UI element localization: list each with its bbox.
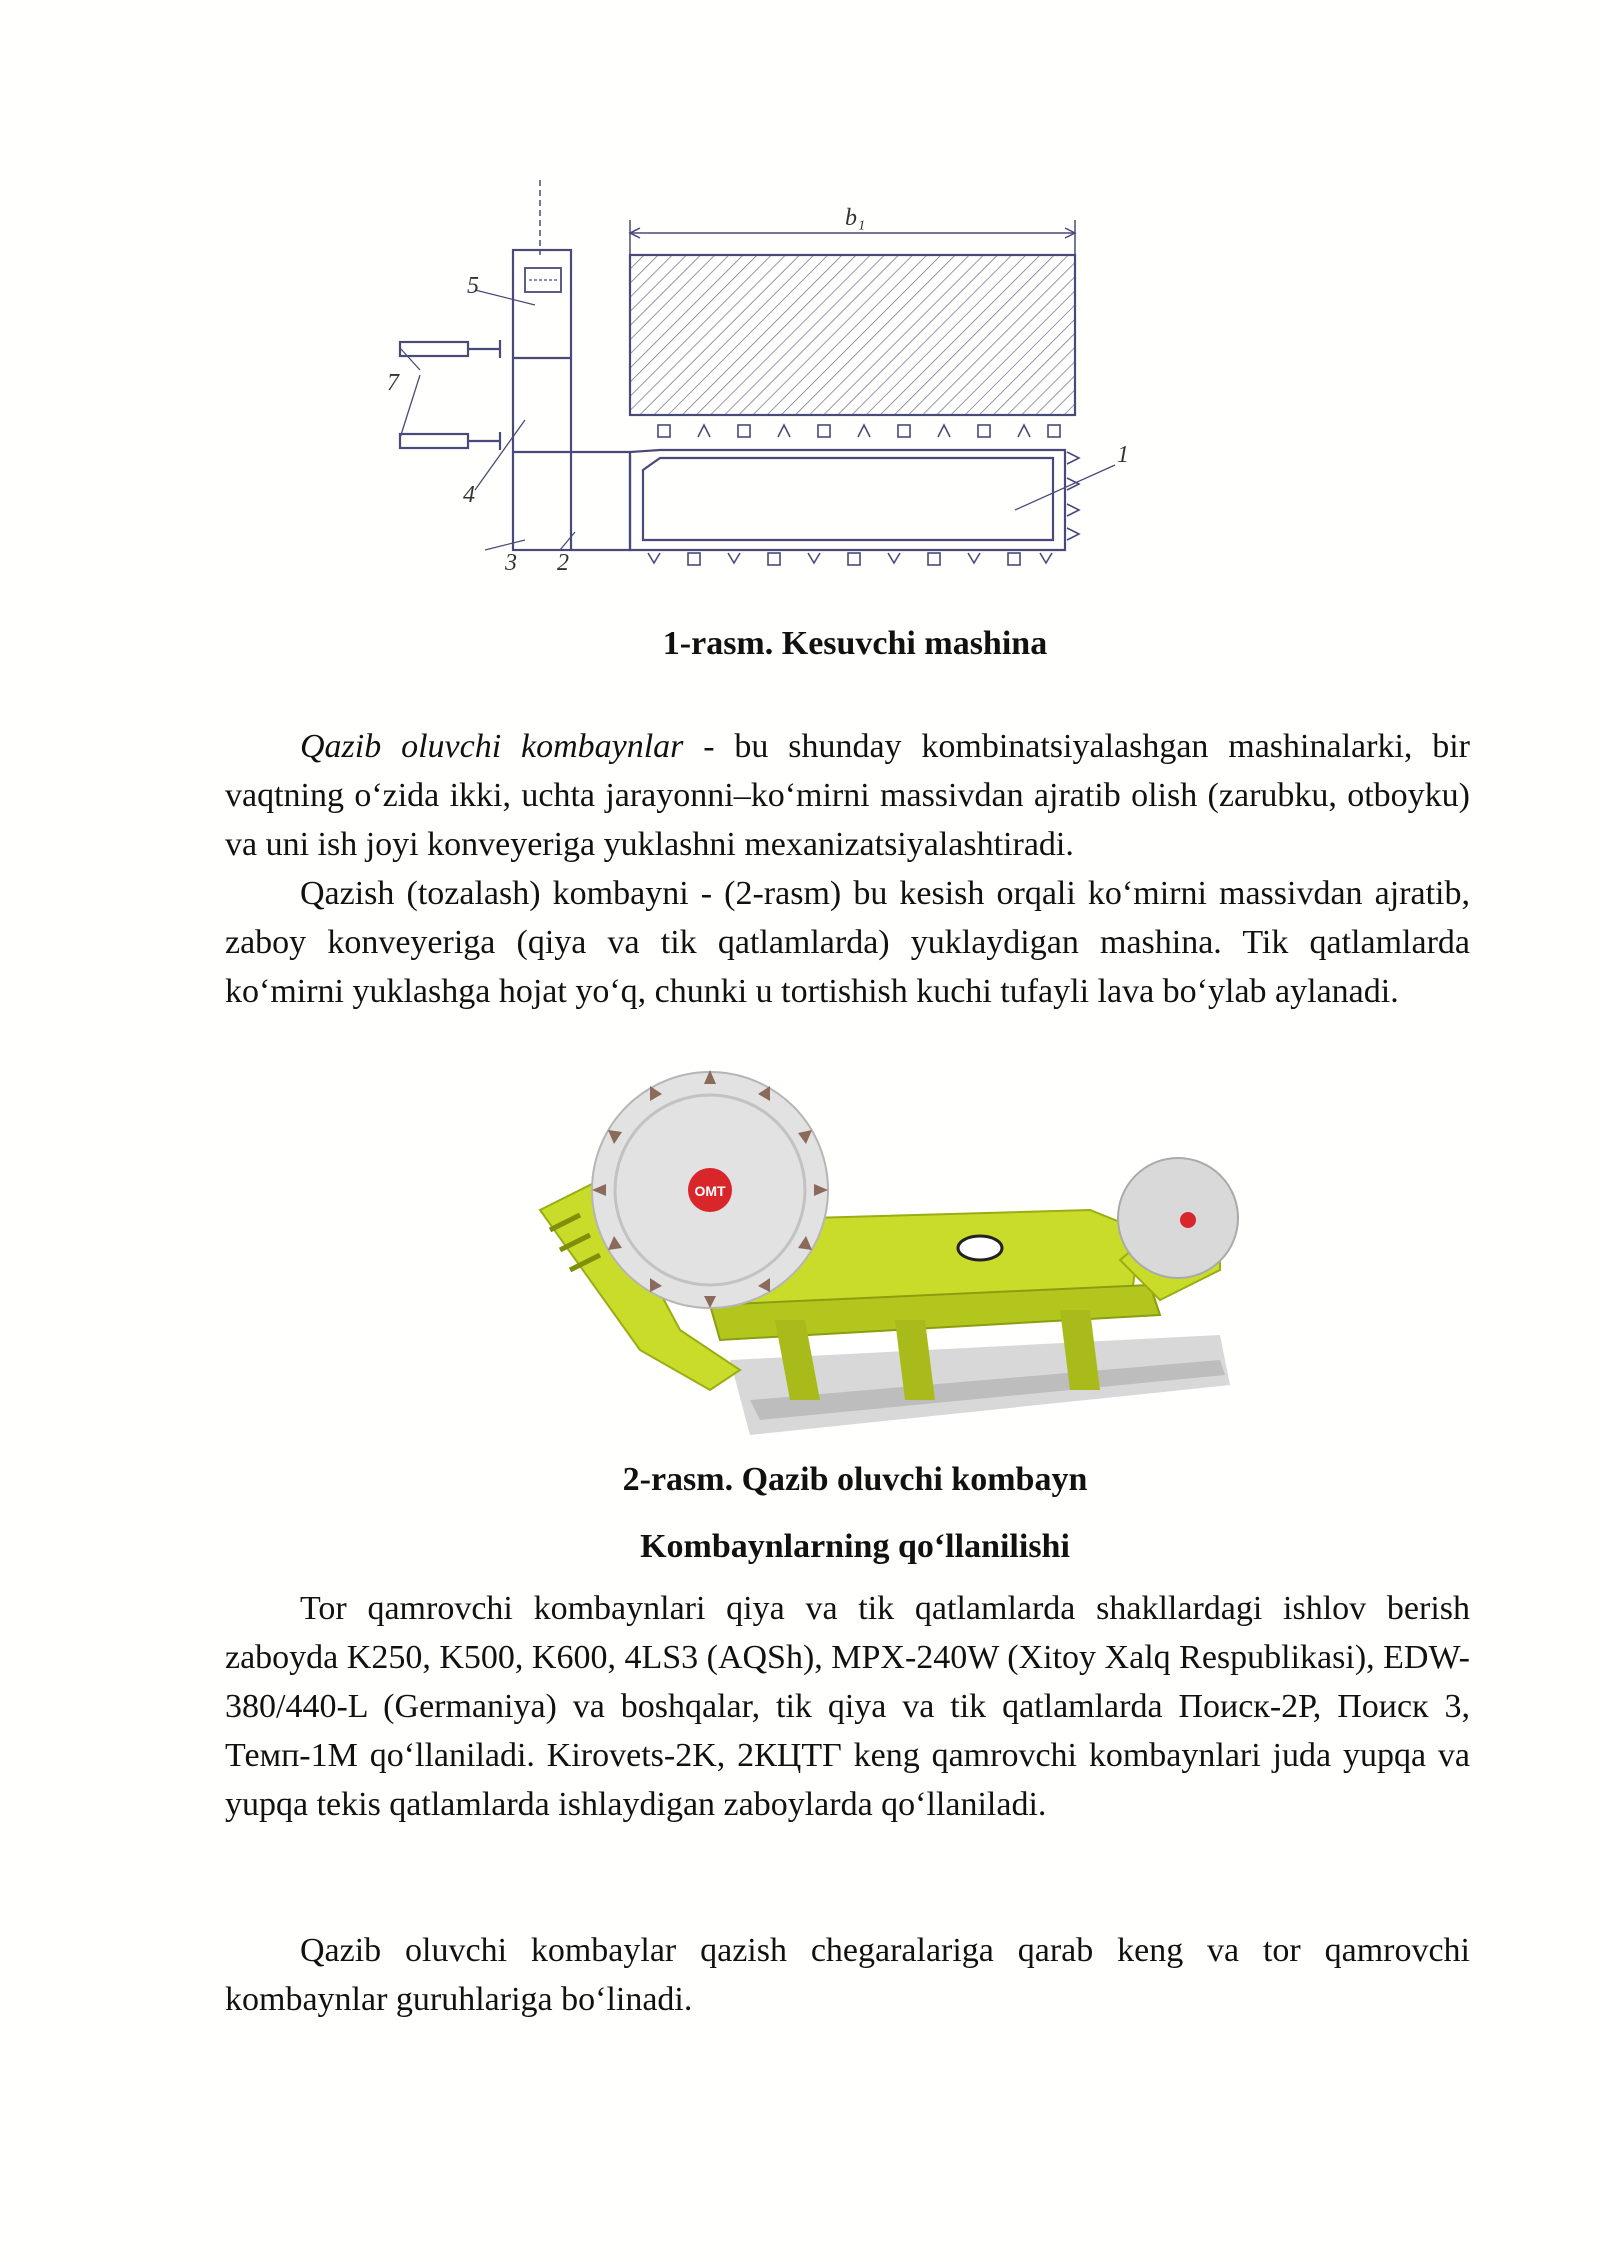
intro-term: Qazib oluvchi kombaynlar bbox=[300, 728, 684, 765]
label-3: 3 bbox=[505, 550, 517, 576]
cutting-machine-drawing bbox=[375, 170, 1145, 590]
drum-logo: OMT bbox=[694, 1183, 726, 1199]
label-2: 2 bbox=[557, 550, 569, 576]
paragraph-2: Qazish (tozalash) kombayni - (2-rasm) bu kesish orqali ko‘mirni massivdan ajratib, zaboy konveyeriga (qiya va tik qatlamlarda) yuklaydigan mashina. Tik qatlamlarda ko‘mirni yuklashga hojat yo‘q, chunki u tortishish kuchi tufayli lava bo‘ylab aylanadi. bbox=[225, 875, 1470, 1010]
figure-2-caption: 2-rasm. Qazib oluvchi kombayn bbox=[622, 1461, 1088, 1498]
intro-text: - bu shunday kombinatsiyalashgan mashinalarki, bir vaqtning o‘zida ikki, uchta jarayonni–ko‘mirni massivdan ajratib olish (zarubku, otboyku) va uni ish joyi konveyeriga yuklashni mexanizatsiyalashtiradi. bbox=[225, 728, 1470, 863]
section-heading: Kombaynlarning qo‘llanilishi bbox=[640, 1528, 1070, 1565]
label-7: 7 bbox=[387, 370, 399, 396]
intro-paragraph bbox=[225, 722, 1470, 869]
label-1: 1 bbox=[1117, 442, 1129, 468]
shearer-illustration bbox=[520, 1070, 1240, 1450]
label-5: 5 bbox=[467, 273, 479, 299]
paragraph-4: Qazib oluvchi kombaylar qazish chegaralariga qarab keng va tor qamrovchi kombaynlar guruhlariga bo‘linadi. bbox=[225, 1932, 1470, 2018]
label-4: 4 bbox=[463, 482, 475, 508]
paragraph-3: Tor qamrovchi kombaynlari qiya va tik qatlamlarda shakllardagi ishlov berish zaboyda K250, K500, K600, 4LS3 (AQSh), MPX-240W (Xitoy Xalq Respublikasi), EDW-380/440-L (Germaniya) va boshqalar, tik qiya va tik qatlamlarda Поиск-2Р, Поиск 3, Темп-1М qo‘llaniladi. Kirovets-2K, 2КЦТГ keng qamrovchi kombaynlari juda yupqa va yupqa tekis qatlamlarda ishlaydigan zaboylarda qo‘llaniladi. bbox=[225, 1590, 1470, 1823]
figure-1-caption: 1-rasm. Kesuvchi mashina bbox=[662, 625, 1048, 662]
dimension-label: b₁ bbox=[845, 205, 866, 231]
